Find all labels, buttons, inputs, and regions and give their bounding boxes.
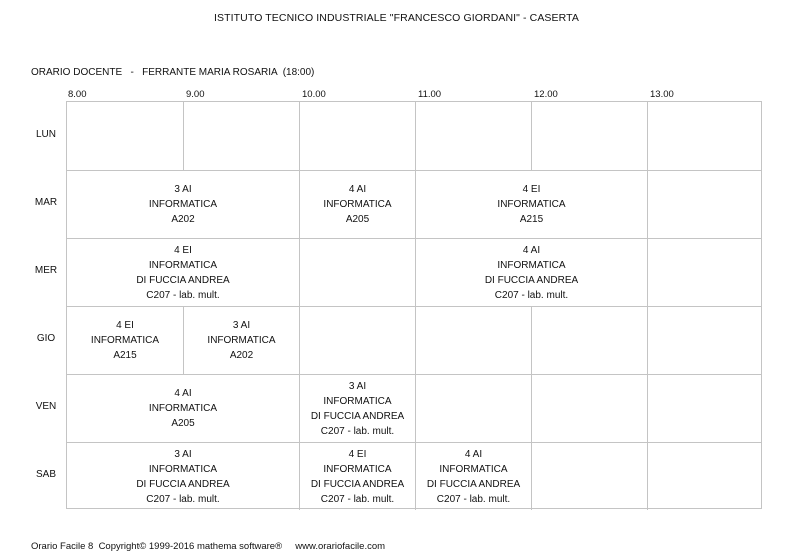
row-lun	[67, 102, 761, 170]
lesson-subject: INFORMATICA	[439, 463, 508, 475]
empty-cell	[183, 102, 299, 170]
lesson-subject: INFORMATICA	[148, 403, 218, 414]
lesson-cell[interactable]	[67, 443, 299, 510]
lesson-cell[interactable]	[415, 443, 531, 510]
lesson-room: A202	[229, 350, 254, 361]
lesson-class: 4 EI	[174, 244, 192, 256]
lesson-subject: INFORMATICA	[323, 463, 392, 475]
lesson-class: 4 EI	[522, 184, 541, 195]
lesson-cell[interactable]	[415, 239, 647, 306]
time-label-13: 13.00	[650, 89, 674, 100]
empty-cell	[647, 171, 761, 238]
lesson-class: 4 AI	[522, 244, 541, 256]
lesson-teacher: DI FUCCIA ANDREA	[136, 274, 230, 286]
lesson-room: A215	[113, 350, 137, 361]
lesson-room: C207 - lab. mult.	[494, 289, 569, 301]
lesson-cell[interactable]	[299, 375, 415, 442]
time-label-11: 11.00	[418, 89, 442, 100]
day-label-lun: LUN	[35, 129, 56, 140]
empty-cell	[531, 443, 647, 510]
lesson-class: 3 AI	[174, 184, 192, 195]
lesson-room: C207 - lab. mult.	[320, 493, 395, 505]
empty-cell	[647, 307, 761, 374]
lesson-room: C207 - lab. mult.	[436, 493, 511, 505]
empty-cell	[647, 443, 761, 510]
lesson-room: C207 - lab. mult.	[146, 289, 220, 301]
lesson-cell[interactable]	[67, 239, 299, 306]
empty-cell	[299, 239, 415, 306]
lesson-subject: INFORMATICA	[497, 199, 566, 210]
timetable-grid	[66, 101, 762, 509]
lesson-teacher: DI FUCCIA ANDREA	[310, 410, 405, 422]
lesson-class: 4 AI	[348, 184, 367, 195]
lesson-cell[interactable]	[299, 443, 415, 510]
row-sab	[67, 442, 761, 510]
empty-cell	[415, 307, 531, 374]
lesson-teacher: DI FUCCIA ANDREA	[136, 478, 230, 490]
copyright-footer: Orario Facile 8 Copyright© 1999-2016 mathema software® www.orariofacile.com	[31, 541, 386, 552]
lesson-class: 3 AI	[174, 448, 192, 460]
lesson-room: C207 - lab. mult.	[320, 425, 395, 437]
lesson-cell[interactable]	[67, 375, 299, 442]
lesson-cell[interactable]	[415, 171, 647, 238]
lesson-cell[interactable]	[67, 307, 183, 374]
day-label-mar: MAR	[34, 197, 58, 208]
lesson-subject: INFORMATICA	[323, 199, 392, 210]
day-label-mer: MER	[34, 265, 58, 276]
lesson-teacher: DI FUCCIA ANDREA	[484, 274, 579, 286]
empty-cell	[67, 102, 183, 170]
empty-cell	[299, 307, 415, 374]
day-label-gio: GIO	[36, 333, 56, 344]
lesson-room: A202	[171, 214, 195, 225]
row-mar	[67, 170, 761, 238]
lesson-class: 3 AI	[232, 320, 251, 331]
lesson-teacher: DI FUCCIA ANDREA	[426, 478, 521, 490]
row-gio	[67, 306, 761, 374]
lesson-subject: INFORMATICA	[323, 395, 392, 407]
day-label-ven: VEN	[35, 401, 57, 412]
day-label-sab: SAB	[35, 469, 56, 480]
lesson-class: 4 AI	[464, 448, 483, 460]
time-label-12: 12.00	[534, 89, 558, 100]
teacher-timetable-heading: ORARIO DOCENTE - FERRANTE MARIA ROSARIA (18:00)	[31, 67, 315, 78]
lesson-class: 4 EI	[348, 448, 367, 460]
lesson-cell[interactable]	[67, 171, 299, 238]
lesson-subject: INFORMATICA	[207, 335, 276, 346]
empty-cell	[647, 375, 761, 442]
empty-cell	[415, 102, 531, 170]
row-mer	[67, 238, 761, 306]
empty-cell	[415, 375, 531, 442]
lesson-class: 3 AI	[348, 380, 367, 392]
lesson-class: 4 AI	[174, 388, 192, 399]
lesson-room: A205	[171, 418, 195, 429]
row-ven	[67, 374, 761, 442]
time-label-9: 9.00	[186, 89, 205, 100]
lesson-cell[interactable]	[183, 307, 299, 374]
time-label-8: 8.00	[68, 89, 87, 100]
school-title: ISTITUTO TECNICO INDUSTRIALE "FRANCESCO GIORDANI" - CASERTA	[214, 12, 579, 24]
lesson-subject: INFORMATICA	[148, 463, 218, 475]
time-label-10: 10.00	[302, 89, 326, 100]
lesson-subject: INFORMATICA	[497, 259, 566, 271]
lesson-room: A215	[519, 214, 544, 225]
lesson-room: C207 - lab. mult.	[146, 493, 220, 505]
lesson-cell[interactable]	[299, 171, 415, 238]
empty-cell	[299, 102, 415, 170]
lesson-room: A205	[345, 214, 370, 225]
empty-cell	[531, 375, 647, 442]
lesson-subject: INFORMATICA	[148, 259, 218, 271]
empty-cell	[647, 102, 761, 170]
empty-cell	[531, 102, 647, 170]
empty-cell	[531, 307, 647, 374]
lesson-class: 4 EI	[116, 320, 134, 331]
lesson-subject: INFORMATICA	[148, 199, 218, 210]
lesson-teacher: DI FUCCIA ANDREA	[310, 478, 405, 490]
empty-cell	[647, 239, 761, 306]
lesson-subject: INFORMATICA	[90, 335, 160, 346]
